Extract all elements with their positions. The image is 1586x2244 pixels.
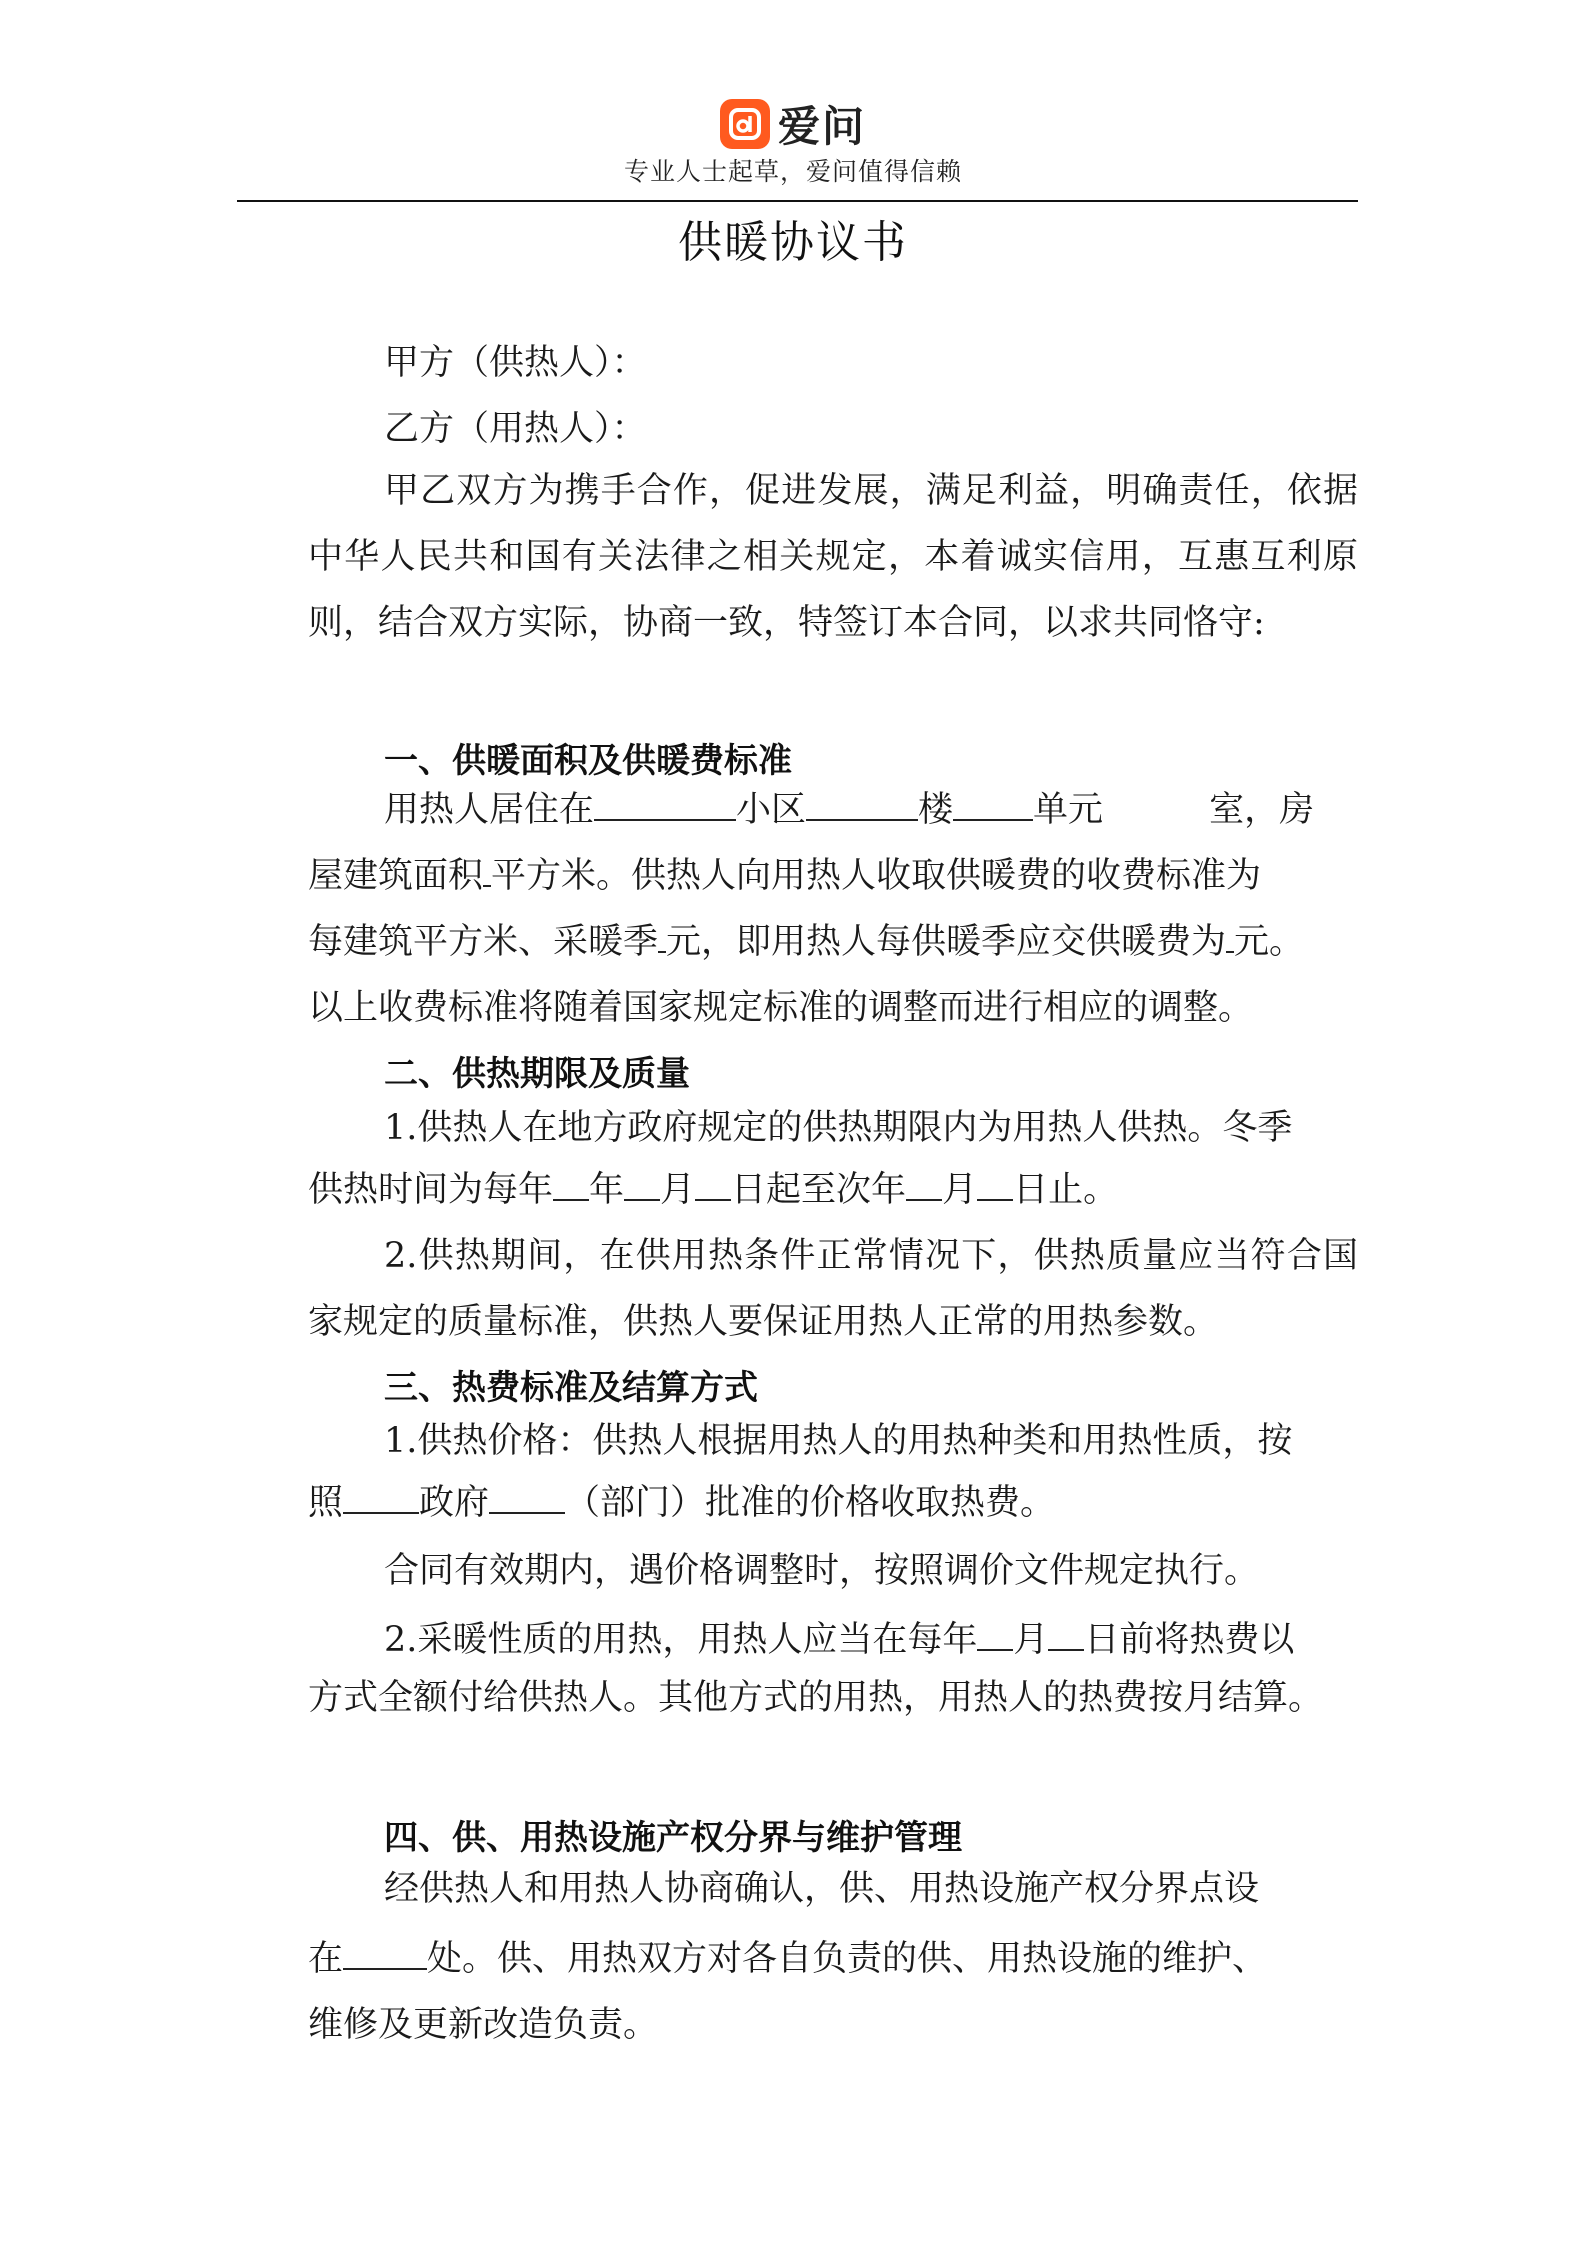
blank-boundary-point — [343, 1934, 427, 1970]
s3-text: 日前将热费以 — [1084, 1620, 1295, 1660]
s2-line-2 — [308, 1162, 1358, 1212]
s1-text: 每建筑平方米、采暖季 — [308, 922, 659, 962]
s3-line-3 — [384, 1612, 1434, 1662]
s2-text: 月 — [942, 1170, 978, 1210]
s3-text: 月 — [1013, 1620, 1049, 1660]
blank-start-day — [695, 1165, 731, 1201]
s4-line-3: 维修及更新改造负责。 — [308, 2005, 659, 2045]
blank-community — [594, 785, 736, 821]
s1-text: 屋建筑面积 — [308, 856, 484, 896]
party-a-line: 甲方（供热人）： — [384, 343, 647, 383]
s4-paragraph-1: 经供热人和用热人协商确认，供、用热设施产权分界点设 — [384, 1869, 1260, 1909]
s2-text: 日止。 — [1013, 1170, 1119, 1210]
s3-text: 政府 — [419, 1483, 490, 1523]
blank-pay-month — [977, 1615, 1013, 1651]
blank-government — [343, 1478, 419, 1514]
blank-start-month — [624, 1165, 660, 1201]
s2-paragraph-1: 1.供热人在地方政府规定的供热期限内为用热人供热。冬季 — [384, 1108, 1293, 1148]
brand-logo — [0, 96, 1586, 152]
section-3-heading: 三、热费标准及结算方式 — [384, 1368, 758, 1408]
blank-end-day — [977, 1165, 1013, 1201]
s3-paragraph-1: 1.供热价格：供热人根据用热人的用热种类和用热性质，按 — [384, 1421, 1293, 1461]
s1-text: 元。 — [1234, 922, 1305, 962]
s1-text: 平方米。供热人向用热人收取供暖费的收费标准为 — [491, 856, 1262, 896]
s1-line-1 — [384, 782, 1434, 832]
s1-text: 单元 — [1033, 790, 1104, 830]
blank-unit — [953, 785, 1033, 821]
brand-name: 爱问 — [777, 102, 866, 151]
section-1-heading: 一、供暖面积及供暖费标准 — [384, 741, 792, 781]
s1-line-4: 以上收费标准将随着国家规定标准的调整而进行相应的调整。 — [308, 988, 1254, 1028]
s1-text: 元，即用热人每供暖季应交供暖费为 — [666, 922, 1227, 962]
s3-paragraph-2: 合同有效期内，遇价格调整时，按照调价文件规定执行。 — [384, 1551, 1260, 1591]
s2-text: 供热时间为每年 — [308, 1170, 554, 1210]
document-title: 供暖协议书 — [678, 217, 908, 268]
brand-slogan: 专业人士起草，爱问值得信赖 — [623, 157, 962, 186]
s3-paragraph-3: 方式全额付给供热人。其他方式的用热，用热人的热费按月结算。 — [308, 1678, 1324, 1718]
blank-unit-price — [658, 917, 666, 953]
aiwen-logo-icon — [720, 99, 770, 149]
section-2-heading: 二、供热期限及质量 — [384, 1054, 690, 1094]
blank-start-year — [553, 1165, 589, 1201]
s4-text: 处。供、用热双方对各自负责的供、用热设施的维护、 — [427, 1939, 1268, 1979]
party-b-line: 乙方（用热人）： — [384, 409, 647, 449]
s1-line-3 — [308, 914, 1358, 964]
blank-total-fee — [1226, 917, 1234, 953]
s2-text: 日起至次年 — [731, 1170, 907, 1210]
s1-text: 用热人居住在 — [384, 790, 595, 830]
s3-text: 2.采暖性质的用热，用热人应当在每年 — [384, 1620, 978, 1660]
s4-line-2 — [308, 1931, 1358, 1981]
s2-text: 年 — [589, 1170, 625, 1210]
s2-paragraph-2: 2.供热期间，在供用热条件正常情况下，供热质量应当符合国家规定的质量标准，供热人要保证用热人正常的用热参数。 — [308, 1236, 1358, 1342]
s3-text: （部门）批准的价格收取热费。 — [565, 1483, 1056, 1523]
s3-line-2 — [308, 1475, 1358, 1525]
s3-text: 照 — [308, 1483, 344, 1523]
blank-department — [489, 1478, 565, 1514]
s1-line-2 — [308, 848, 1358, 898]
s1-text: 室，房 — [1209, 790, 1315, 830]
blank-end-month — [906, 1165, 942, 1201]
s4-text: 在 — [308, 1939, 344, 1979]
blank-pay-day — [1048, 1615, 1084, 1651]
blank-building — [806, 785, 918, 821]
blank-area — [483, 851, 491, 887]
s1-text: 小区 — [736, 790, 807, 830]
s2-text: 月 — [660, 1170, 696, 1210]
intro-paragraph: 甲乙双方为携手合作，促进发展，满足利益，明确责任，依据中华人民共和国有关法律之相关规定，本着诚实信用，互惠互利原则，结合双方实际，协商一致，特签订本合同，以求共同恪守: — [308, 471, 1358, 643]
s1-text: 楼 — [918, 790, 954, 830]
header-divider — [237, 200, 1358, 202]
section-4-heading: 四、供、用热设施产权分界与维护管理 — [384, 1818, 962, 1858]
